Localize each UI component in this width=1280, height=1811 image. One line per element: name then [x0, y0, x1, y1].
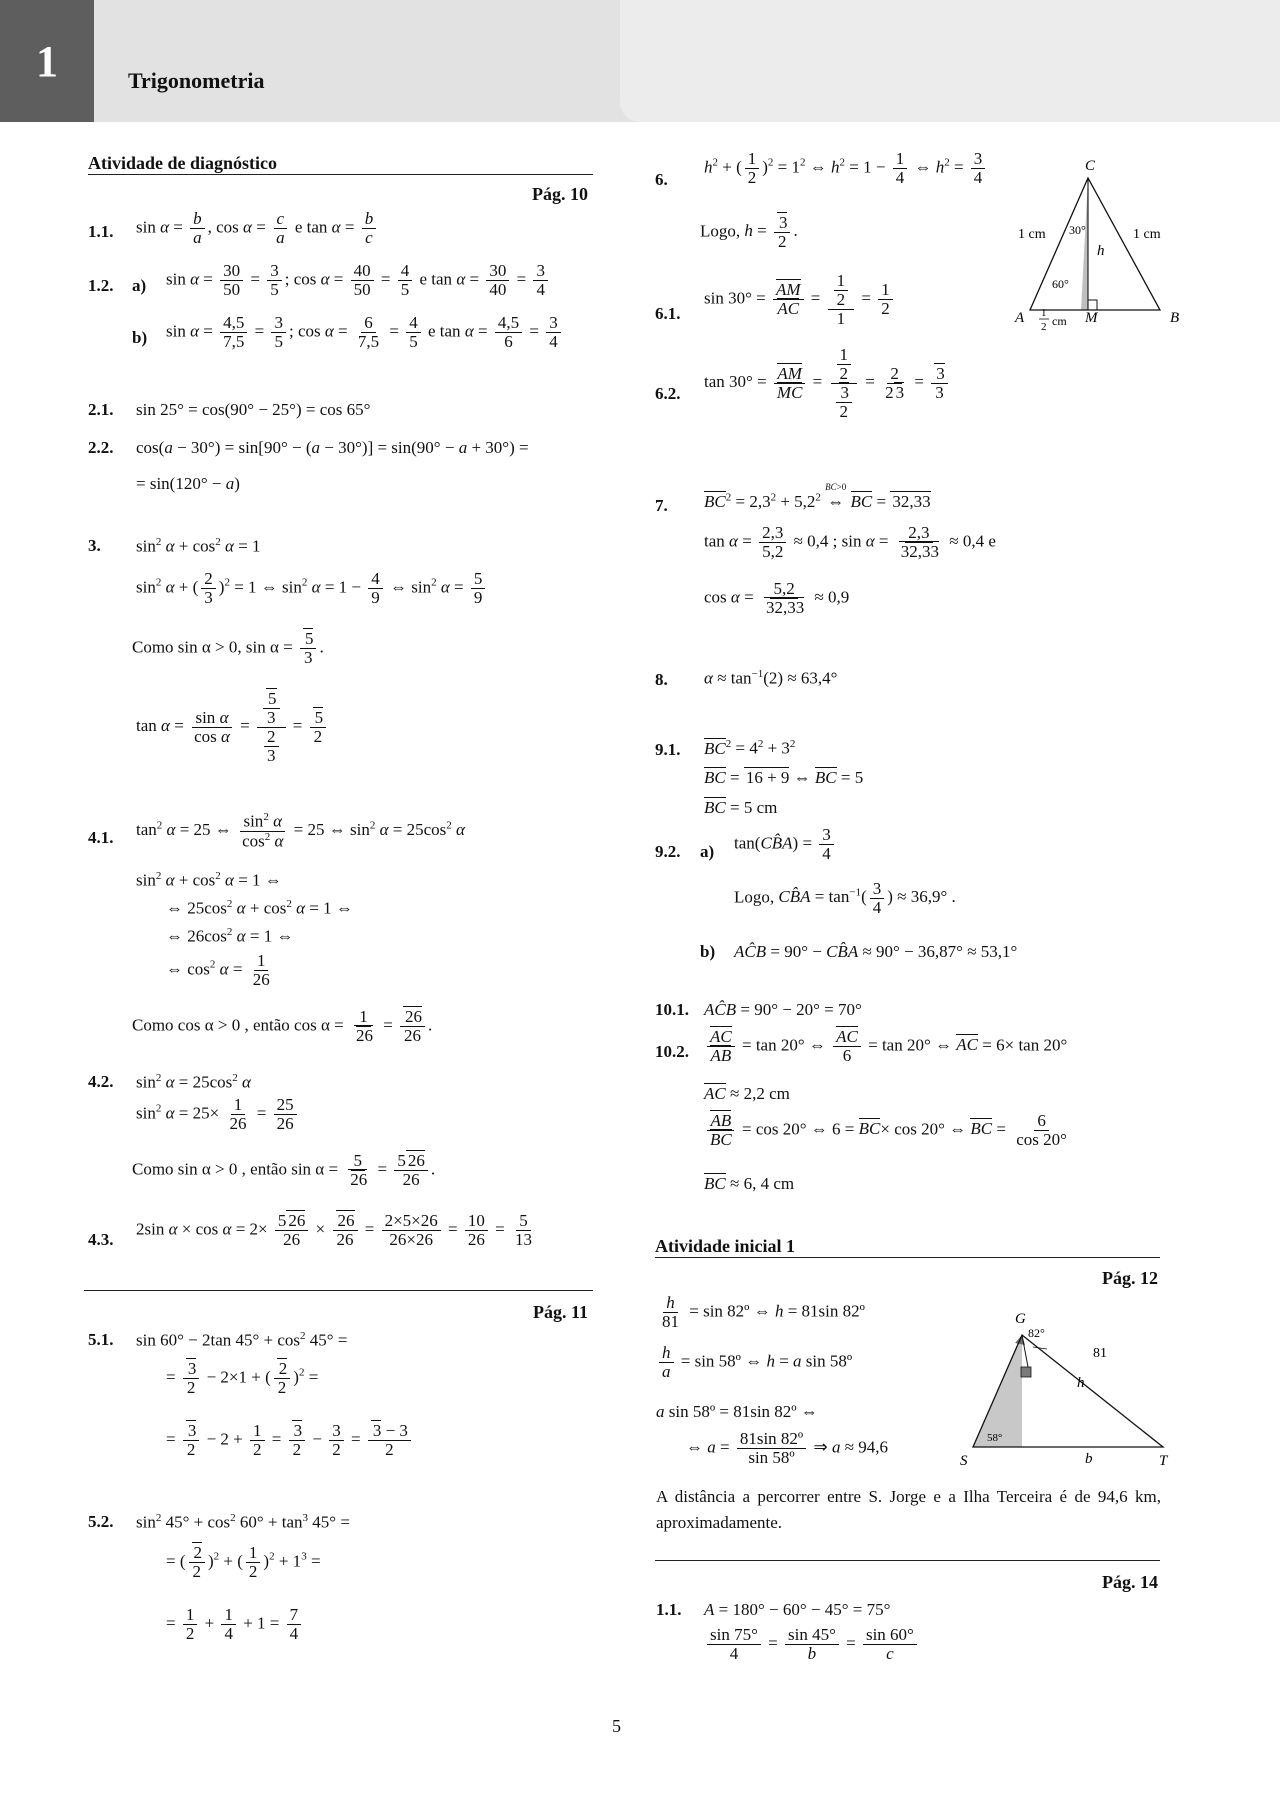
section-rule [88, 174, 593, 175]
vertex-g: G [1015, 1311, 1026, 1327]
page-ref-10: Pág. 10 [532, 184, 588, 204]
label-6-2: 6.2. [655, 384, 681, 403]
label-1-2-b: b) [132, 328, 148, 347]
eq-4-1-c: ⇔ $25\cos^2$ $\alpha + \cos^2 \alpha = 1$ ⇔ [166, 898, 353, 918]
equilateral-triangle-figure [1005, 150, 1185, 340]
eq-5-1-b: = $\frac{3}{2}$ − 2×1 + ( $\frac{2}{2}$ )$^2$ = [166, 1359, 319, 1397]
eq-5-1-c: = $\frac{3}{2}$ − 2 + $\frac{1}{2}$ = $\frac{3}{2}$ − $\frac{3}{2}$ = $\frac{3 - 3}{2}$ [166, 1422, 414, 1459]
label-3: 3. [88, 536, 101, 555]
label-1-2-a: a) [132, 276, 147, 295]
chapter-header [0, 0, 1280, 122]
half-num: 1 [1041, 307, 1047, 319]
eq-5-2-a: $\sin^2 45^\circ + \cos^2 60^\circ + \tan^3 45^\circ$ = [136, 1512, 350, 1532]
eq-4-1-d: ⇔ $26\cos^2$ α = 1 ⇔ [166, 926, 294, 946]
page-number: 5 [612, 1716, 621, 1736]
eq-10-2-a: $\frac{AC}{AB}$ = tan 20° ⇔ $\frac{AC}{6}$ = tan 20° ⇔ AC = 6× tan 20° [704, 1028, 1067, 1065]
label-9-2-a: a) [700, 842, 715, 861]
side-81: 81 [1093, 1346, 1107, 1361]
eq-4-2-b: $\sin^2 \alpha = 25\times$ $\frac{1}{26}$ = $\frac{25}{26}$ [136, 1096, 300, 1133]
eq-7-b: tan α = $\frac{2,3}{5,2}$ ≈ 0,4 ; sin α = $\frac{2,3}{32,33}$ ≈ 0,4 e [704, 523, 996, 561]
vertex-s: S [960, 1453, 968, 1469]
eq-p14-b: $\frac{\sin 75^\circ}{4}$ = $\frac{\sin 45^\circ}{b}$ = $\frac{\sin 60^\circ}{c}$ [704, 1626, 920, 1663]
section-rule-2 [84, 1290, 593, 1291]
height-h: h [1097, 243, 1105, 259]
eq-4-3: 2sin α × cos α = 2× $\frac{5 26}{26}$ × $\frac{26}{26}$ = $\frac{2\times 5\times 26}{26\times 26}$ = $\frac{10}{26}$ = $\frac{5}{13}$ [136, 1211, 532, 1249]
eq-10-2-d: BC ≈ 6, 4 cm [704, 1174, 795, 1193]
label-1-2: 1.2. [88, 276, 114, 295]
vertex-c: C [1085, 158, 1096, 174]
eq-5-2-b: = ( $\frac{2}{2}$ )$^2$ + ( $\frac{1}{2}$ )$^2 + 1^3$ = [166, 1543, 321, 1581]
label-5-2: 5.2. [88, 1512, 114, 1531]
eq-ai-2: $\frac{h}{a}$ = sin 58º ⇔ h = a sin 58º [656, 1344, 852, 1381]
height-h2: h [1077, 1375, 1085, 1391]
eq-10-1: AĈB = 90° − 20° = 70° [704, 1000, 862, 1019]
eq-9-2-b: AĈB = 90° − CB̂A ≈ 90° − 36,87° ≈ 53,1° [734, 942, 1018, 961]
angle-30: 30° [1069, 223, 1086, 237]
label-9-2: 9.2. [655, 842, 681, 861]
label-5-1: 5.1. [88, 1330, 114, 1349]
label-1-1: 1.1. [88, 222, 114, 241]
text-como-1: Como sin α > 0, sin α = $\frac{5}{3}$ . [132, 629, 324, 667]
conclusion-text: A distância a percorrer entre S. Jorge e a Ilha Terceira é de 94,6 km, aproximadamente. [656, 1487, 1161, 1532]
half-den: 2 [1041, 321, 1047, 333]
eq-7-a: $BC^2 = 2,3^2 + 5,2^2$ BC>0 ⇔ BC = 32,33 [704, 482, 931, 511]
text-logo-cba: Logo, CB̂A = $\tan^{-1}$( $\frac{3}{4}$ ) ≈ 36,9° . [734, 879, 956, 917]
label-2-1: 2.1. [88, 400, 114, 419]
como-1-label: Como sin α > 0, sin α = [132, 637, 293, 657]
vertex-m: M [1085, 310, 1098, 326]
section-rule-4 [655, 1560, 1160, 1561]
half-cm: cm [1052, 314, 1067, 328]
label-10-2: 10.2. [655, 1042, 689, 1061]
eq-2-1: sin 25° = cos(90° − 25°) = cos 65° [136, 400, 371, 419]
side-right-label: 1 cm [1133, 227, 1161, 242]
label-6: 6. [655, 170, 668, 189]
eq-1-2-b: sin α = $\frac{4,5}{7,5}$ = $\frac{3}{5}$ ; cos α = $\frac{6}{7,5}$ = $\frac{4}{5}$ e tan α = $\frac{4,5}{6}$ = $\frac{3}{4}$ [166, 314, 564, 351]
label-9-2-b: b) [700, 942, 716, 961]
eq-6: $h^2$ + ( $\frac{1}{2}$ )$^2 = 1^2$ ⇔ $h^2 = 1$ − $\frac{1}{4}$ ⇔ $h^2$ = $\frac{3}{4}$ [704, 150, 988, 187]
eq-3-b: $\sin^2 \alpha$ + ( $\frac{2}{3}$ )$^2$ = 1 ⇔ $\sin^2 \alpha = 1$ − $\frac{4}{9}$ ⇔ $\sin^2 \alpha$ = $\frac{5}{9}$ [136, 570, 488, 607]
text-como-2: Como cos α > 0 , então cos α = $\frac{1}{26}$ = $\frac{26}{26}$ . [132, 1007, 433, 1045]
chapter-number: 1 [0, 0, 94, 122]
eq-9-1-c: BC = 5 cm [704, 798, 778, 817]
logo-h-label: Logo, [700, 221, 741, 241]
eq-2-2-cont: = sin(120° − a) [136, 474, 240, 493]
section-title-diagnostico: Atividade de diagnóstico [88, 153, 278, 173]
eq-4-1-a: $\tan^2 \alpha = 25$ ⇔ $\frac{\sin^2 \alpha}{\cos^2 \alpha}$ = 25 ⇔ $\sin^2 \alpha = 25\cos^2$ α [136, 811, 465, 851]
angle-60: 60° [1052, 277, 1069, 291]
label-p14-1-1: 1.1. [656, 1600, 682, 1619]
eq-p14-a: A = 180° − 60° − 45° = 75° [704, 1600, 891, 1619]
eq-6-2: tan 30° = $\frac{AM}{MC}$ = $\frac{\frac{1}{2}}{\frac{3}{2}}$ = $\frac{2}{2 3}$ = $\frac{3}{3}$ [704, 346, 951, 420]
section-rule-3 [655, 1257, 1160, 1258]
eq-4-1-e: ⇔ $\cos^2 \alpha$ = $\frac{1}{26}$ [166, 951, 270, 989]
page-ref-11: Pág. 11 [532, 1302, 588, 1322]
logo-cba-label: Logo, [734, 887, 775, 907]
como-3-label: Como sin α > 0 , então sin α = [132, 1159, 339, 1179]
eq-10-2-b: AC ≈ 2,2 cm [704, 1084, 790, 1103]
triangle-sgt-figure [955, 1305, 1170, 1470]
text-como-3: Como sin α > 0 , então sin α = $\frac{5}{26}$ = $\frac{5 26}{26}$ . [132, 1151, 436, 1189]
header-light-band [620, 0, 1280, 122]
side-b: b [1085, 1451, 1093, 1467]
eq-3-tan: tan α = $\frac{\text{sin α}}{\text{cos α}}$ = $\frac{\frac{5}{3}}{\frac{2}{3}}$ = $\frac{5}{2}$ [136, 690, 329, 764]
text-logo-h: Logo, h = $\frac{3}{2}$ . [700, 213, 798, 251]
eq-4-1-b: $\sin^2 \alpha + \cos^2 \alpha = 1$ ⇔ [136, 870, 282, 890]
label-6-1: 6.1. [655, 304, 681, 323]
label-4-3: 4.3. [88, 1230, 114, 1249]
chapter-title: Trigonometria [128, 68, 265, 93]
vertex-t: T [1159, 1453, 1168, 1469]
label-9-1: 9.1. [655, 740, 681, 759]
angle-58: 58° [987, 1432, 1003, 1444]
label-7: 7. [655, 496, 668, 515]
eq-8: $\alpha \approx \tan^{-1}(2) \approx 63,4^\circ$ [704, 668, 838, 688]
page-ref-12: Pág. 12 [1102, 1268, 1158, 1288]
eq-5-2-c: = $\frac{1}{2}$ + $\frac{1}{4}$ + 1 = $\frac{7}{4}$ [166, 1606, 304, 1643]
eq-9-1-a: $BC^2 = 4^2 + 3^2$ [704, 738, 796, 758]
label-2-2: 2.2. [88, 438, 114, 457]
label-4-2: 4.2. [88, 1072, 114, 1091]
eq-2-2: cos(a − 30°) = sin[90° − (a − 30°)] = sin(90° − a + 30°) = [136, 438, 529, 457]
page-ref-14: Pág. 14 [1102, 1572, 1158, 1592]
label-10-1: 10.1. [655, 1000, 689, 1019]
eq-4-2-a: $\sin^2 \alpha = 25\cos^2$ α [136, 1072, 251, 1092]
label-8: 8. [655, 670, 668, 689]
side-left-label: 1 cm [1018, 227, 1046, 242]
eq-1-1: sin α = $\frac{b}{a}$ , cos α = $\frac{c}{a}$ e tan α = $\frac{b}{c}$ [136, 210, 379, 247]
vertex-b: B [1170, 310, 1180, 326]
label-4-1: 4.1. [88, 828, 114, 847]
eq-ai-4: ⇔ a = $\frac{\text{81sin 82º}}{\text{sin 58º}}$ ⇒ a ≈ 94,6 [686, 1429, 889, 1467]
eq-3-a: $\sin^2 \alpha + \cos^2 \alpha = 1$ [136, 536, 261, 556]
eq-10-2-c: $\frac{AB}{BC}$ = cos 20° ⇔ 6 = BC× cos 20° ⇔ BC = $\frac{6}{\cos 20^\circ}$ [704, 1112, 1073, 1149]
eq-ai-3: a sin 58º = 81sin 82º ⇔ [656, 1402, 818, 1421]
vertex-a: A [1015, 310, 1025, 326]
eq-1-2-a: sin α = $\frac{30}{50}$ = $\frac{3}{5}$ ; cos α = $\frac{40}{50}$ = $\frac{4}{5}$ e tan α = $\frac{30}{40}$ = $\frac{3}{4}$ [166, 262, 551, 299]
eq-9-1-b: BC = 16 + 9 ⇔ BC = 5 [704, 768, 864, 787]
eq-ai-1: $\frac{h}{81}$ = sin 82º ⇔ h = 81sin 82º [662, 1293, 865, 1331]
eq-6-1: sin 30° = $\frac{AM}{AC}$ = $\frac{\frac{1}{2}}{1}$ = $\frac{1}{2}$ [704, 272, 896, 328]
como-2-label: Como cos α > 0 , então cos α = [132, 1015, 344, 1035]
eq-7-c: cos α = $\frac{5,2}{32,33}$ ≈ 0,9 [704, 579, 850, 617]
eq-5-1-a: sin 60° − 2tan $45^\circ + \cos^2 45^\circ$ = [136, 1330, 348, 1350]
eq-9-2-a: tan(CB̂A) = $\frac{3}{4}$ [734, 826, 837, 863]
section-title-inicial: Atividade inicial 1 [655, 1236, 796, 1256]
angle-82: 82° [1028, 1326, 1045, 1340]
